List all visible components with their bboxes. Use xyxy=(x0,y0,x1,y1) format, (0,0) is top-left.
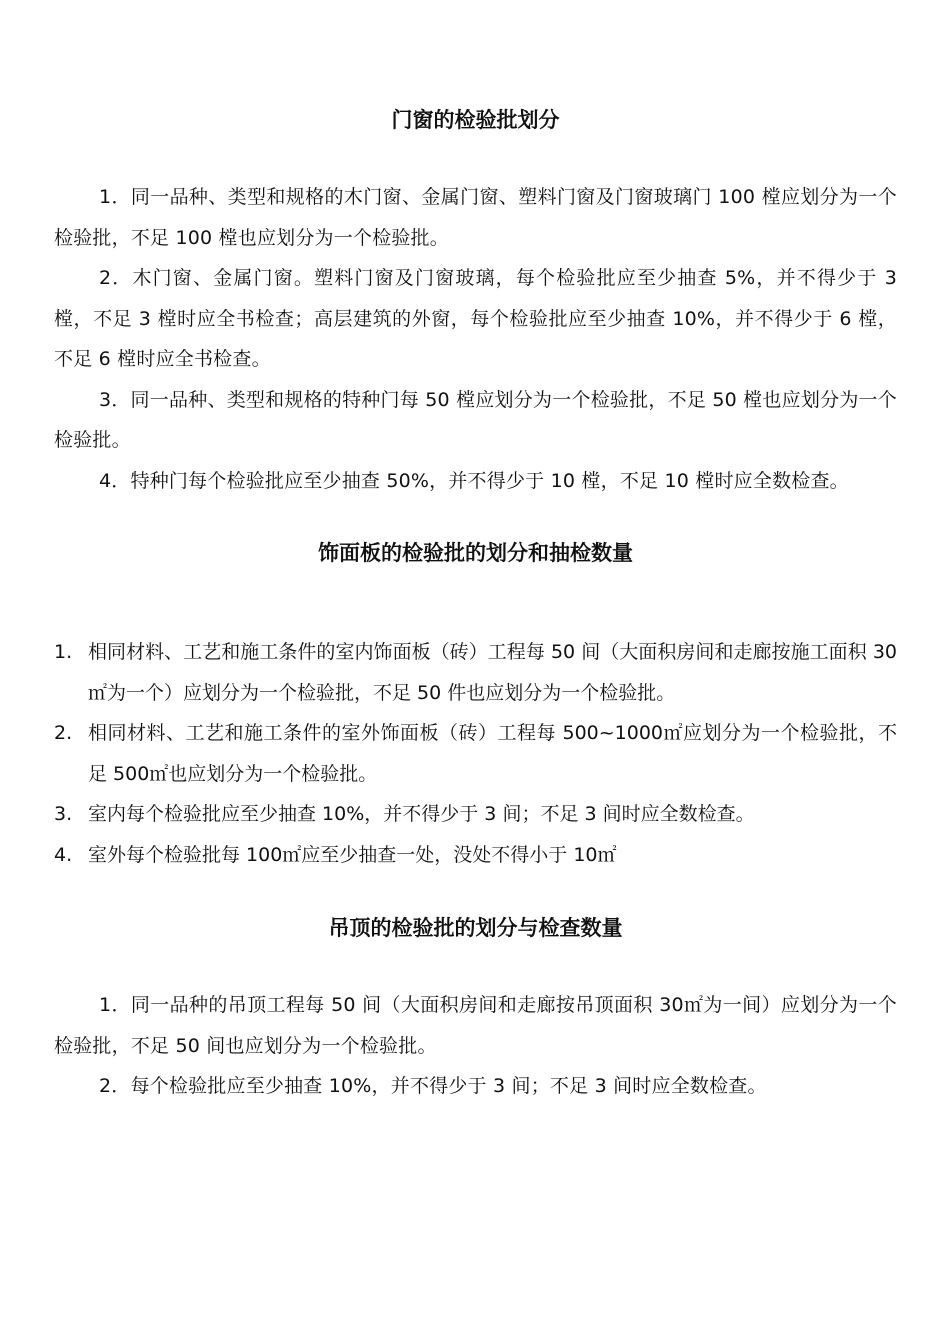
list-item-text: 室外每个检验批每 100㎡应至少抽查一处，没处不得小于 10㎡ xyxy=(88,843,617,866)
paragraph: 4．特种门每个检验批应至少抽查 50%，并不得少于 10 樘，不足 10 樘时应全数检查。 xyxy=(99,469,849,492)
section-body-doors-windows xyxy=(54,177,897,501)
list-item xyxy=(54,713,897,794)
section-title-facing-panels: 饰面板的检验批的划分和抽检数量 xyxy=(318,541,633,565)
facing-panels-list xyxy=(54,632,897,875)
paragraph: 3．同一品种、类型和规格的特种门每 50 樘应划分为一个检验批，不足 50 樘也应划分为一个检验批。 xyxy=(54,388,897,451)
list-item-number: 1. xyxy=(54,641,73,663)
paragraph: 1．同一品种、类型和规格的木门窗、金属门窗、塑料门窗及门窗玻璃门 100 樘应划分为一个检验批，不足 100 樘也应划分为一个检验批。 xyxy=(54,186,897,249)
list-item-number: 3. xyxy=(54,803,73,825)
list-item-number: 4. xyxy=(54,843,73,866)
list-item-text: 室内每个检验批应至少抽查 10%，并不得少于 3 间；不足 3 间时应全数检查。 xyxy=(88,803,755,825)
list-item xyxy=(54,632,897,713)
list-item-number: 2. xyxy=(54,722,73,744)
list-item-text: 相同材料、工艺和施工条件的室内饰面板（砖）工程每 50 间（大面积房间和走廊按施工面积 30㎡为一个）应划分为一个检验批，不足 50 件也应划分为一个检验批。 xyxy=(88,641,897,704)
list-item xyxy=(54,835,897,876)
section-title-doors-windows: 门窗的检验批划分 xyxy=(391,108,560,132)
section-title-ceilings: 吊顶的检验批的划分与检查数量 xyxy=(328,916,623,940)
paragraph: 2．木门窗、金属门窗。塑料门窗及门窗玻璃，每个检验批应至少抽查 5%，并不得少于 3 樘，不足 3 樘时应全书检查；高层建筑的外窗，每个检验批应至少抽查 10%，并不得少于 6 樘，不足 6 樘时应全书检查。 xyxy=(54,267,897,370)
list-item-text: 相同材料、工艺和施工条件的室外饰面板（砖）工程每 500~1000㎡应划分为一个检验批，不足 500㎡也应划分为一个检验批。 xyxy=(88,722,897,785)
paragraph: 1．同一品种的吊顶工程每 50 间（大面积房间和走廊按吊顶面积 30㎡为一间）应划分为一个检验批，不足 50 间也应划分为一个检验批。 xyxy=(54,994,897,1057)
paragraph: 2．每个检验批应至少抽查 10%，并不得少于 3 间；不足 3 间时应全数检查。 xyxy=(99,1075,767,1097)
list-item xyxy=(54,794,897,835)
section-body-ceilings xyxy=(54,985,897,1107)
document-page xyxy=(54,0,897,1107)
